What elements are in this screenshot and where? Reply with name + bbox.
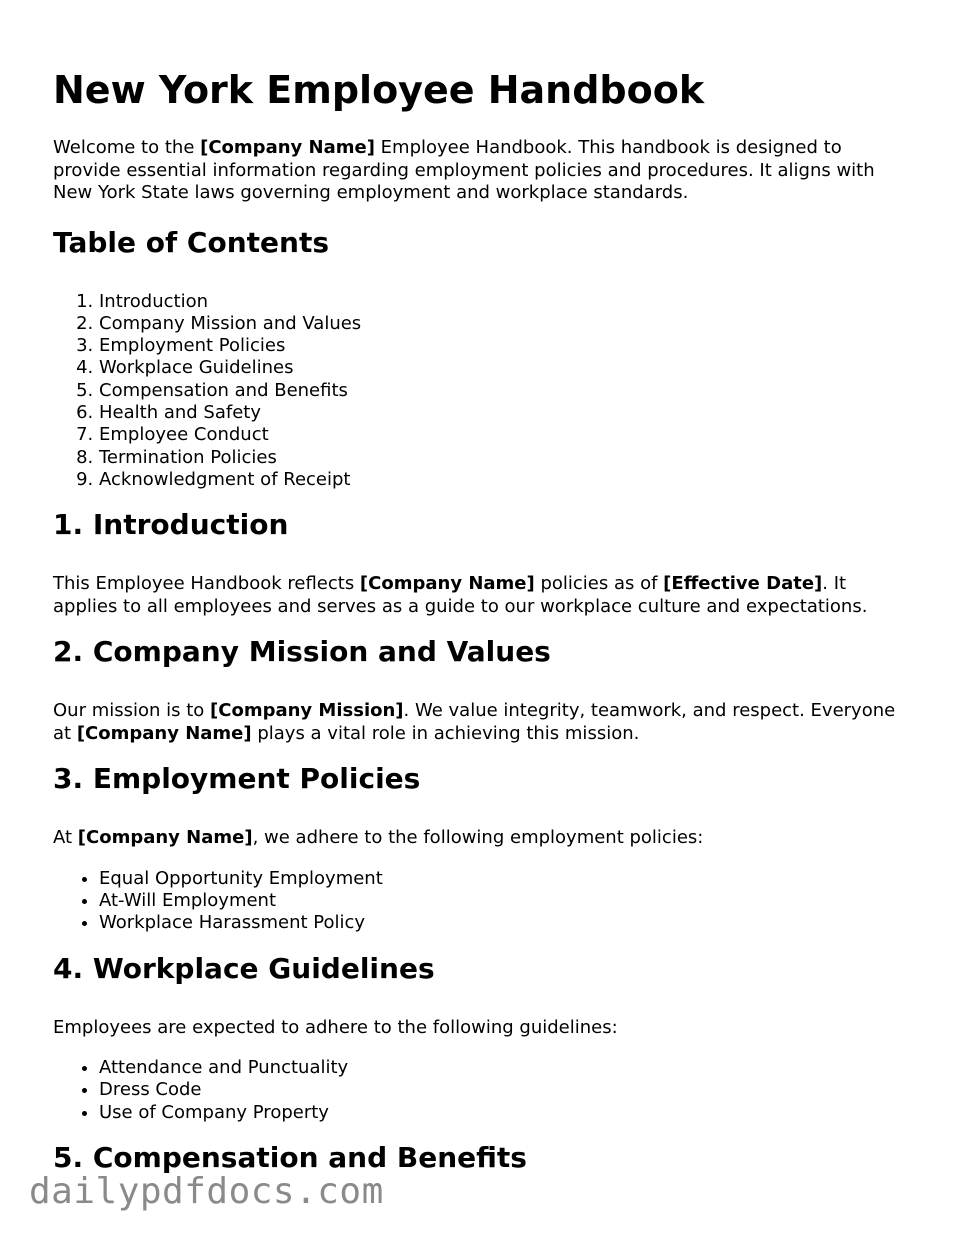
effective-date-placeholder: [Effective Date]: [663, 573, 823, 595]
mission-text-pre: Our mission is to: [53, 700, 211, 722]
toc-item: 6. Health and Safety: [99, 402, 913, 424]
list-item: • At-Will Employment: [99, 890, 913, 912]
toc-item: 1. Introduction: [99, 291, 913, 313]
section-heading-workplace-guidelines: 4. Workplace Guidelines: [53, 951, 435, 985]
workplace-guidelines-list: [53, 1057, 913, 1124]
mission-text-mid: . We value integrity, teamwork, and respect. Everyone at: [53, 700, 896, 744]
policies-text-post: , we adhere to the following employment policies:: [252, 827, 704, 849]
section-heading-compensation: 5. Compensation and Benefits: [53, 1140, 527, 1174]
workplace-guidelines-paragraph: Employees are expected to adhere to the following guidelines:: [53, 1016, 618, 1038]
toc-item: 9. Acknowledgment of Receipt: [99, 469, 913, 491]
watermark: dailypdfdocs.com: [29, 1171, 384, 1212]
section-heading-introduction: 1. Introduction: [53, 508, 289, 542]
mission-text-post: plays a vital role in achieving this mission.: [251, 722, 640, 744]
company-mission-placeholder: [Company Mission]: [210, 700, 404, 722]
section-heading-employment-policies: 3. Employment Policies: [53, 762, 421, 796]
company-name-placeholder: [Company Name]: [200, 137, 375, 158]
employment-policies-list: [53, 868, 913, 935]
mission-paragraph: [53, 700, 913, 745]
list-item: • Dress Code: [99, 1079, 913, 1101]
company-name-placeholder: [Company Name]: [359, 573, 535, 595]
toc-item: 3. Employment Policies: [99, 335, 913, 357]
intro-text-post: Employee Handbook. This handbook is designed to provide essential information regarding employment policies and procedures. It aligns with New York State laws governing employment and workplace standards.: [53, 137, 875, 203]
intro-text-pre: Welcome to the: [53, 137, 201, 158]
intro-section-text-mid: policies as of: [534, 573, 664, 595]
toc-item: 4. Workplace Guidelines: [99, 357, 913, 379]
toc-list: [53, 291, 913, 492]
document-page: [53, 0, 913, 1175]
employment-policies-paragraph: [53, 827, 913, 850]
section-heading-mission: 2. Company Mission and Values: [53, 635, 551, 669]
toc-heading: Table of Contents: [53, 225, 330, 259]
company-name-placeholder: [Company Name]: [76, 722, 252, 744]
toc-item: 5. Compensation and Benefits: [99, 380, 913, 402]
intro-section-text-post: . It applies to all employees and serves as a guide to our workplace culture and expectations.: [53, 573, 868, 617]
toc-item: 8. Termination Policies: [99, 447, 913, 469]
toc-item: 7. Employee Conduct: [99, 424, 913, 446]
toc-item: 2. Company Mission and Values: [99, 313, 913, 335]
list-item: • Equal Opportunity Employment: [99, 868, 913, 890]
list-item: • Use of Company Property: [99, 1102, 913, 1124]
policies-text-pre: At: [53, 827, 78, 849]
document-title: New York Employee Handbook: [53, 68, 705, 112]
company-name-placeholder: [Company Name]: [77, 827, 253, 849]
list-item: • Workplace Harassment Policy: [99, 912, 913, 934]
intro-section-text-pre: This Employee Handbook reflects: [53, 573, 360, 595]
intro-paragraph: [53, 137, 913, 205]
list-item: • Attendance and Punctuality: [99, 1057, 913, 1079]
introduction-paragraph: [53, 573, 913, 618]
